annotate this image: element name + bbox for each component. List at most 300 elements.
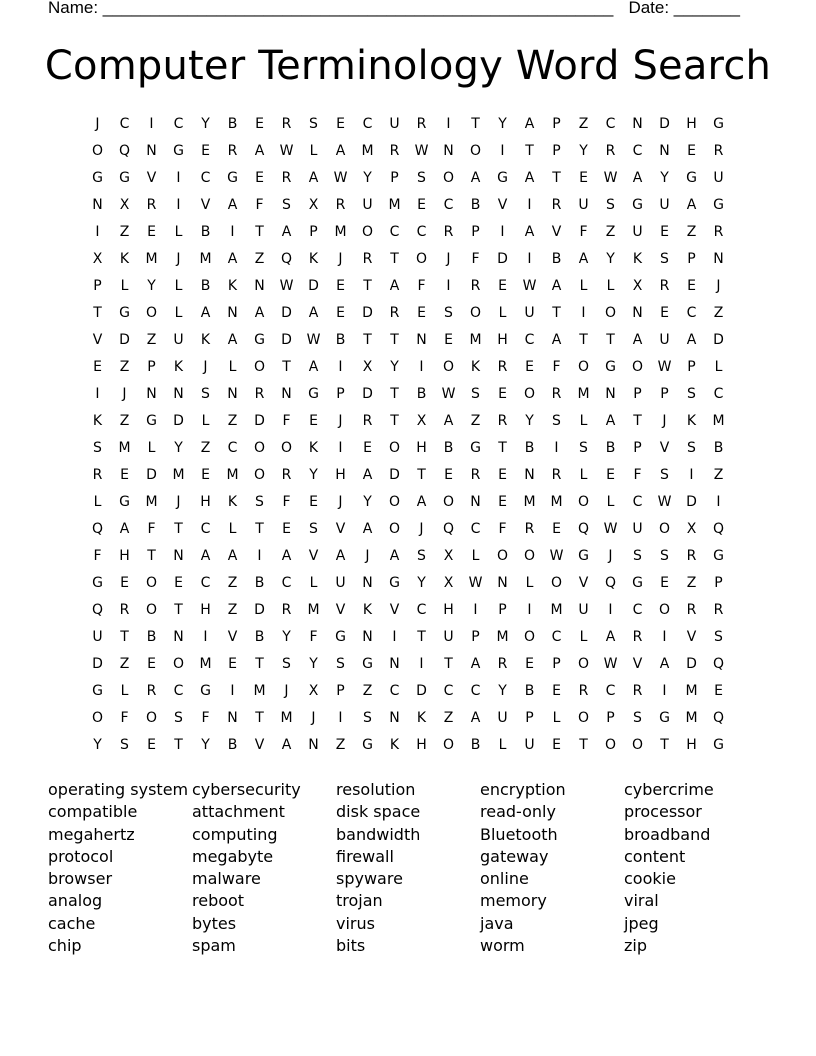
grid-letter: E [282, 521, 291, 537]
grid-letter: Z [119, 656, 130, 672]
grid-letter: S [336, 656, 345, 672]
grid-letter: E [687, 278, 696, 294]
grid-letter: L [174, 305, 183, 321]
grid-letter: R [92, 467, 103, 483]
grid-letter: J [338, 251, 343, 267]
page-title: Computer Terminology Word Search [44, 43, 772, 89]
grid-letter: T [552, 305, 561, 321]
grid-letter: T [417, 467, 426, 483]
grid-letter: J [95, 116, 100, 132]
grid-letter: N [146, 143, 157, 159]
grid-letter: A [551, 278, 562, 294]
word-list-item: browser [48, 869, 113, 889]
grid-letter: D [362, 386, 373, 402]
grid-letter: X [308, 683, 319, 699]
grid-letter: L [309, 143, 318, 159]
grid-letter: O [361, 224, 374, 240]
grid-letter: Y [147, 278, 156, 294]
grid-letter: M [550, 494, 563, 510]
grid-letter: P [471, 224, 480, 240]
grid-letter: J [716, 278, 721, 294]
grid-letter: V [308, 548, 319, 564]
grid-letter: A [227, 548, 238, 564]
grid-letter: Z [686, 224, 697, 240]
grid-letter: J [284, 683, 289, 699]
grid-letter: P [633, 440, 642, 456]
word-list-item: megabyte [192, 846, 274, 866]
grid-letter: X [443, 575, 454, 591]
grid-letter: I [662, 629, 667, 645]
grid-letter: C [551, 629, 562, 645]
grid-letter: L [525, 575, 534, 591]
grid-letter: O [523, 548, 536, 564]
grid-letter: P [552, 656, 561, 672]
header [48, 0, 740, 20]
grid-letter: O [388, 440, 401, 456]
grid-letter: T [390, 413, 399, 429]
grid-letter: R [713, 143, 724, 159]
word-list-item: cybercrime [624, 780, 714, 799]
grid-letter: K [227, 494, 238, 510]
grid-letter: N [362, 575, 373, 591]
grid-letter: J [176, 494, 181, 510]
grid-letter: H [335, 467, 346, 483]
grid-letter: V [254, 737, 265, 753]
grid-letter: L [498, 305, 507, 321]
grid-letter: F [282, 494, 291, 510]
grid-letter: O [442, 494, 455, 510]
grid-letter: W [549, 548, 564, 564]
grid-letter: C [470, 521, 481, 537]
grid-letter: Y [498, 116, 507, 132]
grid-letter: T [255, 656, 264, 672]
grid-letter: I [95, 224, 100, 240]
grid-letter: G [713, 737, 724, 753]
grid-letter: T [579, 737, 588, 753]
word-list-item: read-only [480, 802, 556, 822]
word-column [480, 779, 624, 957]
grid-letter: A [686, 197, 697, 213]
grid-letter: X [632, 278, 643, 294]
grid-letter: C [470, 683, 481, 699]
grid-letter: W [279, 143, 294, 159]
grid-letter: W [279, 278, 294, 294]
grid-letter: R [281, 602, 292, 618]
grid-letter: G [389, 575, 400, 591]
grid-letter: G [686, 170, 697, 186]
grid-letter: M [334, 224, 347, 240]
grid-letter: F [201, 710, 210, 726]
grid-letter: G [119, 494, 130, 510]
grid-letter: E [336, 116, 345, 132]
grid-letter: T [363, 332, 372, 348]
grid-letter: N [362, 629, 373, 645]
grid-letter: N [713, 251, 724, 267]
grid-letter: L [120, 683, 129, 699]
word-list-item: chip [48, 936, 82, 956]
grid-letter: H [200, 494, 211, 510]
grid-letter: E [93, 359, 102, 375]
grid-letter: S [444, 305, 453, 321]
word-list-item: spam [192, 936, 236, 956]
grid-letter: T [120, 629, 129, 645]
grid-letter: O [469, 305, 482, 321]
word-list-item: memory [480, 891, 547, 911]
grid-letter: I [473, 602, 478, 618]
grid-letter: M [685, 683, 698, 699]
grid-letter: O [145, 710, 158, 726]
grid-letter: R [146, 683, 157, 699]
grid-letter: A [443, 413, 454, 429]
grid-letter: M [712, 413, 725, 429]
grid-letter: Z [470, 413, 481, 429]
grid-letter: G [362, 656, 373, 672]
grid-letter: E [120, 575, 129, 591]
grid-letter: N [173, 386, 184, 402]
grid-letter: R [281, 467, 292, 483]
grid-letter: G [335, 629, 346, 645]
grid-letter: M [199, 251, 212, 267]
grid-letter: B [443, 440, 454, 456]
grid-letter: O [658, 521, 671, 537]
grid-letter: H [200, 602, 211, 618]
grid-letter: K [92, 413, 103, 429]
word-list-item: protocol [48, 846, 114, 866]
grid-letter: E [660, 224, 669, 240]
grid-letter: F [579, 224, 588, 240]
grid-letter: R [254, 386, 265, 402]
grid-letter: S [606, 197, 615, 213]
grid-letter: V [92, 332, 103, 348]
grid-letter: E [309, 494, 318, 510]
grid-letter: T [147, 548, 156, 564]
grid-letter: F [120, 710, 129, 726]
grid-letter: L [93, 494, 102, 510]
grid-letter: Z [119, 359, 130, 375]
grid-letter: I [527, 197, 532, 213]
grid-letter: G [713, 548, 724, 564]
word-list-item: reboot [192, 891, 245, 911]
grid-letter: F [255, 197, 264, 213]
grid-letter: O [253, 359, 266, 375]
grid-letter: P [606, 710, 615, 726]
grid-letter: M [118, 440, 131, 456]
grid-letter: A [389, 548, 400, 564]
grid-letter: P [93, 278, 102, 294]
grid-letter: J [662, 413, 667, 429]
grid-letter: U [92, 629, 103, 645]
grid-letter: Y [363, 170, 372, 186]
grid-letter: O [469, 143, 482, 159]
grid-letter: R [497, 359, 508, 375]
grid-letter: P [498, 602, 507, 618]
grid-letter: R [443, 224, 454, 240]
grid-letter: G [632, 575, 643, 591]
grid-letter: N [389, 656, 400, 672]
grid-letter: Q [604, 575, 617, 591]
grid-letter: S [174, 710, 183, 726]
grid-letter: U [524, 305, 535, 321]
grid-letter: J [338, 413, 343, 429]
grid-letter: C [713, 386, 724, 402]
grid-letter: R [686, 548, 697, 564]
grid-letter: E [336, 305, 345, 321]
grid-letter: S [660, 251, 669, 267]
grid-letter: S [633, 710, 642, 726]
grid-letter: O [415, 251, 428, 267]
grid-letter: J [203, 359, 208, 375]
grid-letter: E [498, 278, 507, 294]
grid-letter: P [336, 683, 345, 699]
grid-letter: X [686, 521, 697, 537]
grid-letter: W [333, 170, 348, 186]
grid-letter: X [92, 251, 103, 267]
grid-letter: G [605, 359, 616, 375]
grid-letter: A [416, 494, 427, 510]
grid-letter: Q [712, 710, 725, 726]
grid-letter: A [632, 332, 643, 348]
word-list-item: content [624, 846, 686, 866]
grid-letter: R [497, 413, 508, 429]
grid-letter: V [686, 629, 697, 645]
grid-letter: N [659, 143, 670, 159]
grid-letter: H [119, 548, 130, 564]
grid-letter: A [362, 467, 373, 483]
grid-letter: S [417, 548, 426, 564]
grid-letter: F [471, 251, 480, 267]
grid-letter: E [363, 440, 372, 456]
grid-letter: O [604, 737, 617, 753]
grid-letter: C [227, 440, 238, 456]
grid-letter: S [201, 386, 210, 402]
grid-letter: Z [227, 575, 238, 591]
grid-letter: G [119, 170, 130, 186]
grid-letter: M [361, 143, 374, 159]
grid-letter: C [200, 575, 211, 591]
grid-letter: V [497, 197, 508, 213]
grid-letter: A [578, 251, 589, 267]
letter-grid [84, 111, 732, 759]
grid-letter: G [470, 440, 481, 456]
grid-letter: P [714, 575, 723, 591]
grid-letter: B [254, 629, 265, 645]
grid-letter: B [524, 440, 535, 456]
grid-letter: S [255, 494, 264, 510]
grid-letter: W [441, 386, 456, 402]
grid-letter: L [606, 278, 615, 294]
grid-letter: A [470, 656, 481, 672]
grid-letter: I [689, 467, 694, 483]
grid-letter: Q [91, 602, 104, 618]
grid-letter: C [632, 602, 643, 618]
grid-letter: X [416, 413, 427, 429]
grid-letter: W [468, 575, 483, 591]
grid-letter: N [227, 305, 238, 321]
grid-letter: Z [335, 737, 346, 753]
word-list-item: compatible [48, 802, 138, 822]
grid-letter: A [227, 251, 238, 267]
grid-letter: M [685, 710, 698, 726]
grid-letter: P [552, 116, 561, 132]
grid-letter: S [660, 467, 669, 483]
grid-letter: G [92, 575, 103, 591]
grid-letter: O [550, 575, 563, 591]
grid-letter: E [525, 359, 534, 375]
grid-letter: I [500, 224, 505, 240]
grid-letter: S [282, 656, 291, 672]
grid-letter: R [713, 602, 724, 618]
grid-letter: E [444, 332, 453, 348]
grid-letter: G [497, 170, 508, 186]
grid-letter: N [227, 710, 238, 726]
grid-letter: E [525, 656, 534, 672]
grid-letter: J [365, 548, 370, 564]
grid-letter: U [362, 197, 373, 213]
grid-letter: C [173, 683, 184, 699]
grid-letter: A [308, 359, 319, 375]
grid-letter: O [253, 440, 266, 456]
word-list-item: Bluetooth [480, 824, 558, 844]
word-list-item: cookie [624, 869, 676, 889]
grid-letter: U [389, 116, 400, 132]
grid-letter: I [419, 656, 424, 672]
grid-letter: D [686, 494, 697, 510]
grid-letter: O [523, 629, 536, 645]
grid-letter: O [91, 143, 104, 159]
grid-letter: E [309, 413, 318, 429]
grid-letter: Q [118, 143, 131, 159]
grid-letter: O [631, 737, 644, 753]
grid-letter: I [392, 629, 397, 645]
grid-letter: H [416, 737, 427, 753]
word-list-item: resolution [336, 780, 416, 799]
grid-letter: U [524, 737, 535, 753]
grid-letter: Y [390, 359, 399, 375]
word-list-item: bytes [192, 913, 237, 933]
grid-letter: S [660, 548, 669, 564]
grid-letter: D [281, 332, 292, 348]
grid-letter: W [657, 494, 672, 510]
grid-letter: R [578, 683, 589, 699]
grid-letter: A [632, 170, 643, 186]
grid-letter: L [120, 278, 129, 294]
grid-letter: E [660, 305, 669, 321]
grid-letter: M [523, 494, 536, 510]
grid-letter: H [686, 116, 697, 132]
grid-letter: L [579, 629, 588, 645]
grid-letter: L [579, 413, 588, 429]
grid-letter: K [200, 332, 211, 348]
grid-letter: A [605, 413, 616, 429]
grid-letter: Z [713, 305, 724, 321]
word-list-item: java [480, 913, 514, 933]
grid-letter: M [253, 683, 266, 699]
grid-letter: G [362, 737, 373, 753]
grid-letter: E [417, 197, 426, 213]
grid-letter: C [200, 170, 211, 186]
grid-letter: V [659, 440, 670, 456]
grid-letter: A [686, 332, 697, 348]
grid-letter: A [389, 278, 400, 294]
grid-letter: P [660, 386, 669, 402]
grid-letter: I [338, 440, 343, 456]
grid-letter: P [471, 629, 480, 645]
grid-letter: B [416, 386, 427, 402]
grid-letter: Z [119, 413, 130, 429]
word-list-item: broadband [624, 824, 711, 844]
grid-letter: R [281, 170, 292, 186]
grid-letter: D [497, 251, 508, 267]
grid-letter: A [200, 548, 211, 564]
grid-letter: R [551, 467, 562, 483]
grid-letter: E [498, 386, 507, 402]
grid-letter: L [579, 278, 588, 294]
grid-letter: K [686, 413, 697, 429]
grid-letter: Z [254, 251, 265, 267]
grid-letter: Z [146, 332, 157, 348]
grid-letter: I [176, 170, 181, 186]
grid-letter: L [201, 413, 210, 429]
grid-letter: I [581, 305, 586, 321]
grid-letter: S [309, 116, 318, 132]
grid-letter: Q [280, 251, 293, 267]
grid-letter: R [416, 116, 427, 132]
word-column [192, 779, 336, 957]
grid-letter: E [417, 305, 426, 321]
word-list-item: disk space [336, 802, 421, 822]
grid-letter: U [578, 197, 589, 213]
grid-letter: M [145, 251, 158, 267]
grid-letter: C [632, 143, 643, 159]
grid-letter: F [309, 629, 318, 645]
grid-letter: B [605, 440, 616, 456]
word-list-item: online [480, 869, 529, 889]
grid-letter: D [281, 305, 292, 321]
grid-letter: A [605, 629, 616, 645]
grid-letter: A [308, 170, 319, 186]
date-field-label: Date: _______ [628, 0, 740, 17]
grid-letter: L [579, 467, 588, 483]
grid-letter: P [525, 710, 534, 726]
grid-letter: I [338, 359, 343, 375]
grid-letter: E [552, 521, 561, 537]
grid-letter: T [660, 737, 669, 753]
grid-letter: M [496, 629, 509, 645]
grid-letter: D [659, 116, 670, 132]
grid-letter: G [659, 710, 670, 726]
grid-letter: R [335, 197, 346, 213]
grid-letter: V [227, 629, 238, 645]
grid-letter: L [471, 548, 480, 564]
grid-letter: A [335, 548, 346, 564]
grid-letter: G [254, 332, 265, 348]
grid-letter: D [254, 413, 265, 429]
grid-letter: Y [309, 656, 318, 672]
grid-letter: T [552, 170, 561, 186]
grid-letter: A [200, 305, 211, 321]
grid-letter: I [419, 359, 424, 375]
grid-letter: Q [712, 521, 725, 537]
grid-letter: B [227, 737, 238, 753]
grid-letter: P [687, 251, 696, 267]
grid-letter: E [336, 278, 345, 294]
grid-letter: A [335, 143, 346, 159]
grid-letter: S [714, 629, 723, 645]
grid-letter: I [527, 602, 532, 618]
word-list-item: megahertz [48, 824, 135, 844]
grid-letter: O [280, 440, 293, 456]
grid-letter: Z [227, 602, 238, 618]
